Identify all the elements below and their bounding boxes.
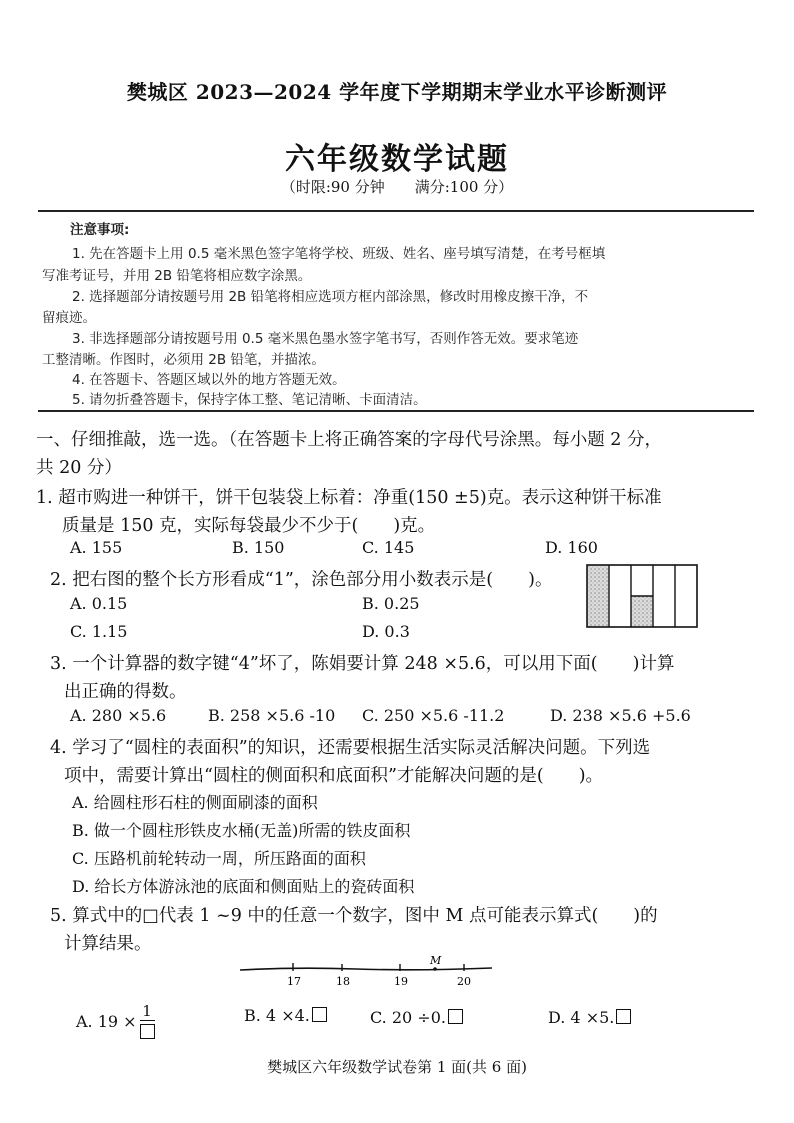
q3-option-b: B. 258 ×5.6 -10: [208, 706, 336, 725]
q5-option-b: [244, 1006, 327, 1025]
question-1-text-cont: 质量是 150 克，实际每袋最少不少于( )克。: [62, 516, 436, 536]
section-heading: 一、仔细推敲，选一选。（在答题卡上将正确答案的字母代号涂黑。每小题 2 分，: [36, 430, 663, 450]
notice-line: 3. 非选择题部分请按题号用 0.5 毫米黑色墨水签字笔书写，否则作答无效。要求笔迹: [72, 331, 579, 347]
question-5-text-cont: 计算结果。: [64, 934, 152, 954]
question-5-text: 5. 算式中的□代表 1 ~9 中的任意一个数字，图中 M 点可能表示算式( )的: [50, 906, 658, 926]
q5-option-c: [370, 1008, 463, 1027]
q3-option-a: A. 280 ×5.6: [70, 706, 167, 725]
q5-option-d: [548, 1008, 631, 1027]
q2-option-b: B. 0.25: [362, 594, 420, 613]
fraction-numerator: 1: [140, 1004, 155, 1021]
notice-line: 1. 先在答题卡上用 0.5 毫米黑色签字笔将学校、班级、姓名、座号填写清楚，在考号框填: [72, 246, 606, 262]
exam-header: 樊城区 2023—2024 学年度下学期期末学业水平诊断测评: [126, 80, 668, 104]
paper-title: 六年级数学试题: [285, 142, 509, 177]
point-m-label: M: [430, 954, 442, 967]
blank-box-icon: [616, 1009, 631, 1024]
notice-line: 写准考证号，并用 2B 铅笔将相应数字涂黑。: [42, 268, 312, 284]
q1-option-b: B. 150: [232, 538, 285, 557]
shaded-strip: [587, 565, 609, 627]
fraction: [140, 1004, 155, 1041]
notice-title: 注意事项:: [70, 222, 130, 238]
q5-option-b-text: B. 4 ×4.: [244, 1006, 310, 1025]
fraction-denominator: [140, 1021, 155, 1041]
rectangle-figure: [586, 564, 700, 628]
q5-option-a: [76, 1004, 155, 1041]
question-1-text: 1. 超市购进一种饼干，饼干包装袋上标着：净重(150 ±5)克。表示这种饼干标准: [36, 488, 662, 508]
page-footer: 樊城区六年级数学试卷第 1 面(共 6 面): [267, 1058, 527, 1076]
notice-line: 留痕迹。: [42, 310, 96, 326]
shaded-half-cell: [631, 596, 653, 627]
notice-line: 2. 选择题部分请按题号用 2B 铅笔将相应选项方框内部涂黑，修改时用橡皮擦干净，不: [72, 289, 589, 305]
number-line: [236, 954, 496, 990]
q2-option-c: C. 1.15: [70, 622, 128, 641]
question-3-text: 3. 一个计算器的数字键“4”坏了，陈娟要计算 248 ×5.6，可以用下面( )计算: [50, 654, 675, 674]
tick-label-18: 18: [336, 975, 350, 988]
blank-box-icon: [312, 1007, 327, 1022]
q4-option-b: B. 做一个圆柱形铁皮水桶(无盖)所需的铁皮面积: [72, 821, 411, 840]
tick-label-17: 17: [287, 975, 301, 988]
blank-box-icon: [448, 1009, 463, 1024]
question-4-text: 4. 学习了“圆柱的表面积”的知识，还需要根据生活实际灵活解决问题。下列选: [50, 738, 651, 758]
q2-option-d: D. 0.3: [362, 622, 410, 641]
q4-option-a: A. 给圆柱形石柱的侧面刷漆的面积: [72, 793, 318, 812]
q4-option-c: C. 压路机前轮转动一周，所压路面的面积: [72, 849, 366, 868]
notice-line: 工整清晰。作图时，必须用 2B 铅笔，并描浓。: [42, 352, 325, 368]
question-2-text: 2. 把右图的整个长方形看成“1”，涂色部分用小数表示是( )。: [50, 570, 553, 590]
paper-meta: （时限:90 分钟 满分:100 分）: [280, 178, 514, 196]
question-4-text-cont: 项中，需要计算出“圆柱的侧面积和底面积”才能解决问题的是( )。: [64, 766, 604, 786]
q3-option-d: D. 238 ×5.6 +5.6: [550, 706, 691, 725]
q5-option-a-prefix: A. 19 ×: [76, 1012, 137, 1031]
q1-option-d: D. 160: [545, 538, 598, 557]
question-3-text-cont: 出正确的得数。: [64, 682, 187, 702]
tick-label-20: 20: [457, 975, 471, 988]
q4-option-d: D. 给长方体游泳池的底面和侧面贴上的瓷砖面积: [72, 877, 415, 896]
tick-label-19: 19: [394, 975, 408, 988]
q1-option-c: C. 145: [362, 538, 415, 557]
q3-option-c: C. 250 ×5.6 -11.2: [362, 706, 505, 725]
q5-option-d-text: D. 4 ×5.: [548, 1008, 615, 1027]
notice-line: 5. 请勿折叠答题卡，保持字体工整、笔记清晰、卡面清洁。: [72, 392, 427, 408]
section-heading-cont: 共 20 分）: [36, 458, 122, 478]
q5-option-c-text: C. 20 ÷0.: [370, 1008, 446, 1027]
top-divider: [38, 210, 754, 212]
q2-option-a: A. 0.15: [70, 594, 128, 613]
notice-line: 4. 在答题卡、答题区域以外的地方答题无效。: [72, 372, 346, 388]
bottom-divider: [38, 410, 754, 412]
q1-option-a: A. 155: [70, 538, 123, 557]
blank-box-icon: [140, 1024, 155, 1039]
